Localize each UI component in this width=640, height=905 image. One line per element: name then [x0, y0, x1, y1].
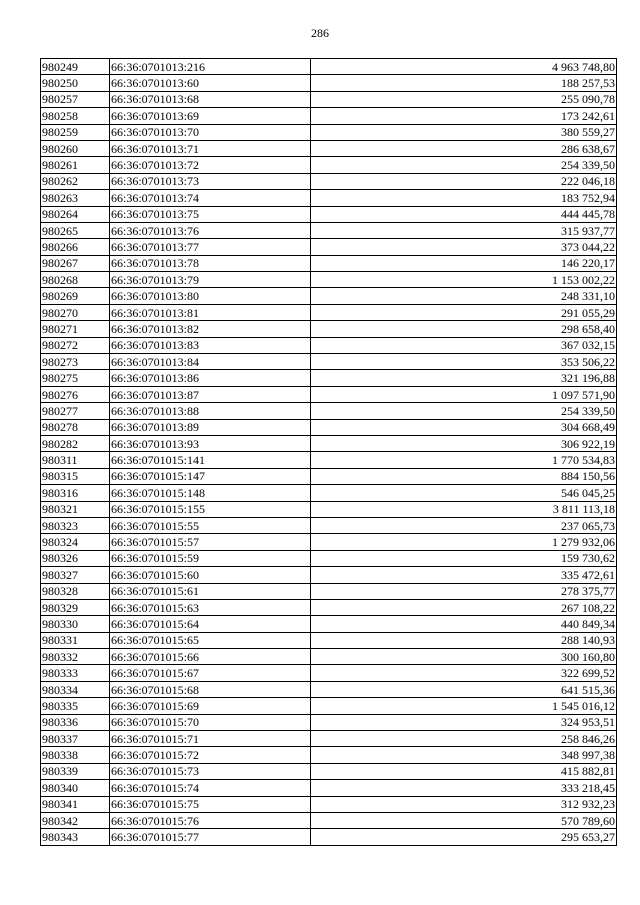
table-row	[41, 304, 617, 320]
cadastral-number-cell: 66:36:0701015:61	[110, 583, 311, 599]
cadastral-value-cell: 1 545 016,12	[311, 698, 617, 714]
cadastral-value-cell: 348 997,38	[311, 747, 617, 763]
cadastral-number-cell: 66:36:0701013:84	[110, 354, 311, 370]
cadastral-value-cell: 300 160,80	[311, 649, 617, 665]
cadastral-value-table	[40, 58, 617, 846]
table-row	[41, 255, 617, 271]
cadastral-value-cell: 1 153 002,22	[311, 272, 617, 288]
table-row	[41, 59, 617, 75]
row-id-cell: 980331	[41, 632, 110, 648]
cadastral-value-cell: 324 953,51	[311, 714, 617, 730]
cadastral-value-cell: 367 032,15	[311, 337, 617, 353]
cadastral-number-cell: 66:36:0701015:55	[110, 517, 311, 533]
cadastral-number-cell: 66:36:0701013:79	[110, 272, 311, 288]
page-number: 286	[311, 26, 329, 40]
cadastral-number-cell: 66:36:0701013:73	[110, 173, 311, 189]
cadastral-number-cell: 66:36:0701013:88	[110, 403, 311, 419]
table-row	[41, 632, 617, 648]
row-id-cell: 980340	[41, 780, 110, 796]
table-row	[41, 747, 617, 763]
cadastral-number-cell: 66:36:0701013:72	[110, 157, 311, 173]
table-row	[41, 583, 617, 599]
table-row	[41, 665, 617, 681]
row-id-cell: 980327	[41, 567, 110, 583]
cadastral-value-cell: 1 097 571,90	[311, 386, 617, 402]
row-id-cell: 980311	[41, 452, 110, 468]
row-id-cell: 980335	[41, 698, 110, 714]
cadastral-number-cell: 66:36:0701013:77	[110, 239, 311, 255]
cadastral-number-cell: 66:36:0701015:75	[110, 796, 311, 812]
cadastral-number-cell: 66:36:0701015:65	[110, 632, 311, 648]
cadastral-value-cell: 380 559,27	[311, 124, 617, 140]
cadastral-number-cell: 66:36:0701015:76	[110, 812, 311, 828]
table-row	[41, 419, 617, 435]
table-row	[41, 108, 617, 124]
row-id-cell: 980271	[41, 321, 110, 337]
table-row	[41, 321, 617, 337]
table-row	[41, 173, 617, 189]
row-id-cell: 980272	[41, 337, 110, 353]
row-id-cell: 980336	[41, 714, 110, 730]
row-id-cell: 980282	[41, 435, 110, 451]
cadastral-value-cell: 353 506,22	[311, 354, 617, 370]
cadastral-value-cell: 173 242,61	[311, 108, 617, 124]
table-row	[41, 75, 617, 91]
table-row	[41, 714, 617, 730]
cadastral-number-cell: 66:36:0701013:76	[110, 222, 311, 238]
cadastral-value-cell: 183 752,94	[311, 190, 617, 206]
table-row	[41, 206, 617, 222]
table-row	[41, 616, 617, 632]
row-id-cell: 980332	[41, 649, 110, 665]
cadastral-value-cell: 286 638,67	[311, 140, 617, 156]
cadastral-value-cell: 315 937,77	[311, 222, 617, 238]
table-row	[41, 337, 617, 353]
cadastral-value-cell: 267 108,22	[311, 599, 617, 615]
cadastral-value-cell: 291 055,29	[311, 304, 617, 320]
cadastral-number-cell: 66:36:0701015:71	[110, 731, 311, 747]
cadastral-number-cell: 66:36:0701015:148	[110, 485, 311, 501]
cadastral-number-cell: 66:36:0701015:60	[110, 567, 311, 583]
row-id-cell: 980277	[41, 403, 110, 419]
row-id-cell: 980316	[41, 485, 110, 501]
cadastral-value-cell: 254 339,50	[311, 157, 617, 173]
table-row	[41, 698, 617, 714]
row-id-cell: 980260	[41, 140, 110, 156]
cadastral-value-cell: 4 963 748,80	[311, 59, 617, 75]
table-row	[41, 681, 617, 697]
cadastral-value-cell: 322 699,52	[311, 665, 617, 681]
table-row	[41, 403, 617, 419]
cadastral-value-cell: 1 770 534,83	[311, 452, 617, 468]
cadastral-number-cell: 66:36:0701013:216	[110, 59, 311, 75]
row-id-cell: 980337	[41, 731, 110, 747]
cadastral-value-cell: 159 730,62	[311, 550, 617, 566]
row-id-cell: 980249	[41, 59, 110, 75]
table-row	[41, 501, 617, 517]
table-row	[41, 468, 617, 484]
row-id-cell: 980267	[41, 255, 110, 271]
cadastral-value-cell: 248 331,10	[311, 288, 617, 304]
cadastral-value-cell: 306 922,19	[311, 435, 617, 451]
cadastral-value-cell: 570 789,60	[311, 812, 617, 828]
row-id-cell: 980268	[41, 272, 110, 288]
cadastral-value-cell: 546 045,25	[311, 485, 617, 501]
cadastral-number-cell: 66:36:0701013:68	[110, 91, 311, 107]
cadastral-number-cell: 66:36:0701013:87	[110, 386, 311, 402]
row-id-cell: 980333	[41, 665, 110, 681]
table-row	[41, 649, 617, 665]
table-body	[41, 59, 617, 846]
cadastral-number-cell: 66:36:0701015:68	[110, 681, 311, 697]
table-row	[41, 599, 617, 615]
cadastral-value-cell: 373 044,22	[311, 239, 617, 255]
cadastral-value-cell: 321 196,88	[311, 370, 617, 386]
table-row	[41, 829, 617, 845]
cadastral-number-cell: 66:36:0701015:155	[110, 501, 311, 517]
cadastral-number-cell: 66:36:0701015:74	[110, 780, 311, 796]
cadastral-value-cell: 254 339,50	[311, 403, 617, 419]
cadastral-value-cell: 222 046,18	[311, 173, 617, 189]
cadastral-value-cell: 333 218,45	[311, 780, 617, 796]
table-row	[41, 550, 617, 566]
row-id-cell: 980342	[41, 812, 110, 828]
row-id-cell: 980278	[41, 419, 110, 435]
cadastral-value-cell: 304 668,49	[311, 419, 617, 435]
row-id-cell: 980328	[41, 583, 110, 599]
cadastral-number-cell: 66:36:0701015:66	[110, 649, 311, 665]
cadastral-number-cell: 66:36:0701013:70	[110, 124, 311, 140]
row-id-cell: 980339	[41, 763, 110, 779]
cadastral-value-cell: 298 658,40	[311, 321, 617, 337]
row-id-cell: 980273	[41, 354, 110, 370]
row-id-cell: 980334	[41, 681, 110, 697]
row-id-cell: 980250	[41, 75, 110, 91]
cadastral-number-cell: 66:36:0701015:64	[110, 616, 311, 632]
table-row	[41, 288, 617, 304]
table-row	[41, 124, 617, 140]
cadastral-number-cell: 66:36:0701013:83	[110, 337, 311, 353]
table-row	[41, 796, 617, 812]
cadastral-number-cell: 66:36:0701013:82	[110, 321, 311, 337]
row-id-cell: 980324	[41, 534, 110, 550]
cadastral-value-cell: 237 065,73	[311, 517, 617, 533]
table-row	[41, 222, 617, 238]
row-id-cell: 980266	[41, 239, 110, 255]
cadastral-value-cell: 641 515,36	[311, 681, 617, 697]
table-row	[41, 763, 617, 779]
cadastral-number-cell: 66:36:0701013:69	[110, 108, 311, 124]
cadastral-value-cell: 258 846,26	[311, 731, 617, 747]
cadastral-number-cell: 66:36:0701013:80	[110, 288, 311, 304]
cadastral-value-cell: 188 257,53	[311, 75, 617, 91]
row-id-cell: 980258	[41, 108, 110, 124]
row-id-cell: 980275	[41, 370, 110, 386]
table-row	[41, 354, 617, 370]
row-id-cell: 980269	[41, 288, 110, 304]
cadastral-value-cell: 146 220,17	[311, 255, 617, 271]
cadastral-number-cell: 66:36:0701015:59	[110, 550, 311, 566]
row-id-cell: 980315	[41, 468, 110, 484]
cadastral-number-cell: 66:36:0701015:73	[110, 763, 311, 779]
cadastral-number-cell: 66:36:0701015:57	[110, 534, 311, 550]
table-row	[41, 370, 617, 386]
row-id-cell: 980263	[41, 190, 110, 206]
cadastral-number-cell: 66:36:0701015:70	[110, 714, 311, 730]
row-id-cell: 980276	[41, 386, 110, 402]
row-id-cell: 980329	[41, 599, 110, 615]
row-id-cell: 980321	[41, 501, 110, 517]
cadastral-value-cell: 415 882,81	[311, 763, 617, 779]
cadastral-value-cell: 255 090,78	[311, 91, 617, 107]
cadastral-number-cell: 66:36:0701015:67	[110, 665, 311, 681]
cadastral-value-cell: 440 849,34	[311, 616, 617, 632]
table-row	[41, 386, 617, 402]
table-row	[41, 731, 617, 747]
table-row	[41, 567, 617, 583]
cadastral-value-cell: 295 653,27	[311, 829, 617, 845]
row-id-cell: 980341	[41, 796, 110, 812]
row-id-cell: 980262	[41, 173, 110, 189]
cadastral-number-cell: 66:36:0701015:72	[110, 747, 311, 763]
cadastral-number-cell: 66:36:0701013:71	[110, 140, 311, 156]
cadastral-number-cell: 66:36:0701015:77	[110, 829, 311, 845]
row-id-cell: 980261	[41, 157, 110, 173]
cadastral-number-cell: 66:36:0701013:74	[110, 190, 311, 206]
cadastral-number-cell: 66:36:0701013:93	[110, 435, 311, 451]
row-id-cell: 980264	[41, 206, 110, 222]
row-id-cell: 980323	[41, 517, 110, 533]
cadastral-number-cell: 66:36:0701013:78	[110, 255, 311, 271]
cadastral-value-cell: 3 811 113,18	[311, 501, 617, 517]
cadastral-number-cell: 66:36:0701013:86	[110, 370, 311, 386]
cadastral-number-cell: 66:36:0701015:141	[110, 452, 311, 468]
table-row	[41, 452, 617, 468]
cadastral-number-cell: 66:36:0701013:75	[110, 206, 311, 222]
cadastral-value-cell: 884 150,56	[311, 468, 617, 484]
table-row	[41, 812, 617, 828]
row-id-cell: 980259	[41, 124, 110, 140]
table-row	[41, 140, 617, 156]
table-row	[41, 190, 617, 206]
cadastral-number-cell: 66:36:0701015:147	[110, 468, 311, 484]
table-row	[41, 534, 617, 550]
row-id-cell: 980330	[41, 616, 110, 632]
table-row	[41, 517, 617, 533]
cadastral-value-cell: 278 375,77	[311, 583, 617, 599]
cadastral-value-cell: 444 445,78	[311, 206, 617, 222]
cadastral-number-cell: 66:36:0701013:60	[110, 75, 311, 91]
cadastral-number-cell: 66:36:0701013:89	[110, 419, 311, 435]
table-row	[41, 157, 617, 173]
row-id-cell: 980257	[41, 91, 110, 107]
row-id-cell: 980326	[41, 550, 110, 566]
cadastral-number-cell: 66:36:0701015:63	[110, 599, 311, 615]
table-row	[41, 435, 617, 451]
cadastral-value-cell: 312 932,23	[311, 796, 617, 812]
row-id-cell: 980338	[41, 747, 110, 763]
table-row	[41, 485, 617, 501]
cadastral-value-cell: 1 279 932,06	[311, 534, 617, 550]
cadastral-number-cell: 66:36:0701013:81	[110, 304, 311, 320]
cadastral-value-cell: 335 472,61	[311, 567, 617, 583]
row-id-cell: 980270	[41, 304, 110, 320]
cadastral-number-cell: 66:36:0701015:69	[110, 698, 311, 714]
cadastral-value-cell: 288 140,93	[311, 632, 617, 648]
table-row	[41, 272, 617, 288]
table-row	[41, 780, 617, 796]
row-id-cell: 980265	[41, 222, 110, 238]
table-row	[41, 239, 617, 255]
table-row	[41, 91, 617, 107]
row-id-cell: 980343	[41, 829, 110, 845]
